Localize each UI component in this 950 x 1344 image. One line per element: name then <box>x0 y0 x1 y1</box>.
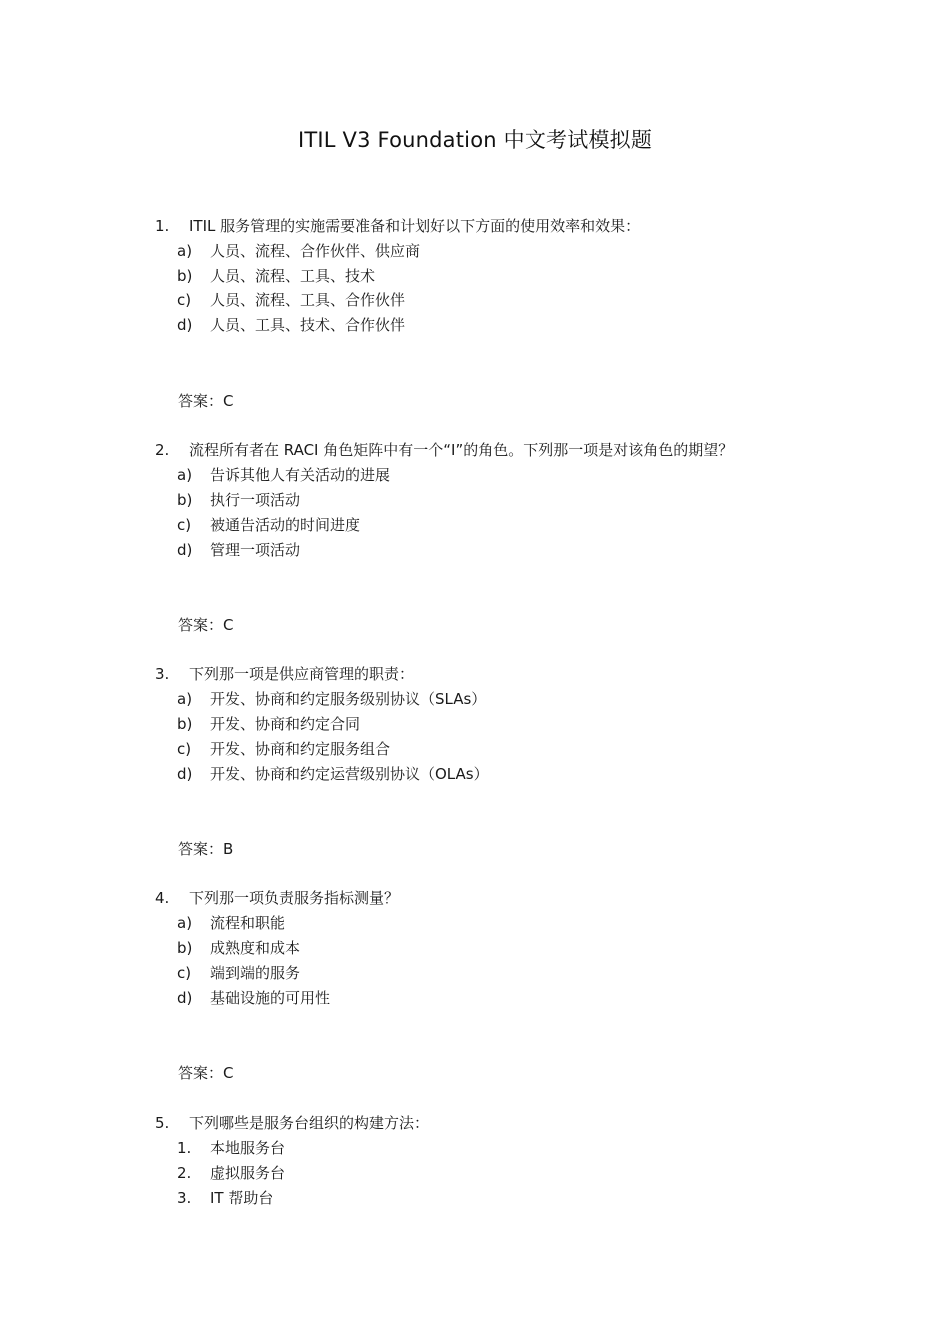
option-text: 人员、流程、合作伙伴、供应商 <box>210 242 421 260</box>
answer-label: 答案： <box>178 1064 224 1082</box>
option-text: 虚拟服务台 <box>210 1164 286 1182</box>
option-text: 开发、协商和约定运营级别协议（OLAs） <box>210 765 489 783</box>
option-label: b) <box>177 939 193 957</box>
option-item <box>0 266 950 286</box>
option-item <box>0 938 950 958</box>
option-text: 开发、协商和约定服务级别协议（SLAs） <box>210 690 487 708</box>
option-text: 端到端的服务 <box>210 964 301 982</box>
option-label: 3. <box>177 1189 192 1207</box>
answer-label: 答案： <box>178 392 224 410</box>
option-text: IT 帮助台 <box>210 1189 274 1207</box>
option-item <box>0 290 950 310</box>
option-label: d) <box>177 541 193 559</box>
option-label: b) <box>177 491 193 509</box>
option-label: c) <box>177 291 192 309</box>
option-text: 人员、工具、技术、合作伙伴 <box>210 316 406 334</box>
question-text: 流程所有者在 RACI 角色矩阵中有一个“I”的角色。下列那一项是对该角色的期望？ <box>189 441 734 459</box>
question-1 <box>0 216 950 236</box>
question-3 <box>0 664 950 684</box>
option-text: 本地服务台 <box>210 1139 286 1157</box>
question-text: ITIL 服务管理的实施需要准备和计划好以下方面的使用效率和效果： <box>189 217 641 235</box>
question-text: 下列那一项是供应商管理的职责： <box>189 665 415 683</box>
option-item <box>0 963 950 983</box>
option-item <box>0 913 950 933</box>
option-item <box>0 315 950 335</box>
option-label: c) <box>177 964 192 982</box>
question-text: 下列哪些是服务台组织的构建方法： <box>189 1114 430 1132</box>
option-item <box>0 1188 950 1208</box>
option-label: b) <box>177 267 193 285</box>
answer-line <box>0 1063 950 1083</box>
answer-value: C <box>223 392 234 410</box>
answer-line <box>0 839 950 859</box>
option-text: 开发、协商和约定服务组合 <box>210 740 391 758</box>
option-text: 流程和职能 <box>210 914 286 932</box>
answer-label: 答案： <box>178 840 224 858</box>
option-item <box>0 1163 950 1183</box>
option-text: 人员、流程、工具、合作伙伴 <box>210 291 406 309</box>
option-text: 基础设施的可用性 <box>210 989 331 1007</box>
answer-value: B <box>223 840 234 858</box>
answer-value: C <box>223 1064 234 1082</box>
answer-line <box>0 391 950 411</box>
option-label: d) <box>177 989 193 1007</box>
question-text: 下列那一项负责服务指标测量？ <box>189 889 400 907</box>
answer-value: C <box>223 616 234 634</box>
option-item <box>0 465 950 485</box>
option-label: c) <box>177 740 192 758</box>
option-label: b) <box>177 715 193 733</box>
option-text: 执行一项活动 <box>210 491 301 509</box>
option-label: d) <box>177 765 193 783</box>
option-label: c) <box>177 516 192 534</box>
answer-line <box>0 615 950 635</box>
option-item <box>0 515 950 535</box>
question-number: 5. <box>155 1114 170 1132</box>
question-2 <box>0 440 950 460</box>
option-label: a) <box>177 914 193 932</box>
option-text: 开发、协商和约定合同 <box>210 715 361 733</box>
option-item <box>0 540 950 560</box>
option-label: 1. <box>177 1139 192 1157</box>
option-item <box>0 689 950 709</box>
question-number: 3. <box>155 665 170 683</box>
option-item <box>0 490 950 510</box>
option-item <box>0 764 950 784</box>
option-text: 管理一项活动 <box>210 541 301 559</box>
question-number: 1. <box>155 217 170 235</box>
option-label: a) <box>177 466 193 484</box>
option-item <box>0 988 950 1008</box>
option-text: 被通告活动的时间进度 <box>210 516 361 534</box>
document-title: ITIL V3 Foundation 中文考试模拟题 <box>297 128 653 152</box>
option-item <box>0 739 950 759</box>
option-label: a) <box>177 690 193 708</box>
option-label: a) <box>177 242 193 260</box>
option-item <box>0 241 950 261</box>
question-5 <box>0 1113 950 1133</box>
answer-label: 答案： <box>178 616 224 634</box>
option-label: d) <box>177 316 193 334</box>
option-label: 2. <box>177 1164 192 1182</box>
option-item <box>0 714 950 734</box>
question-number: 4. <box>155 889 170 907</box>
question-number: 2. <box>155 441 170 459</box>
question-4 <box>0 888 950 908</box>
option-text: 成熟度和成本 <box>210 939 301 957</box>
option-text: 人员、流程、工具、技术 <box>210 267 376 285</box>
option-item <box>0 1138 950 1158</box>
option-text: 告诉其他人有关活动的进展 <box>210 466 391 484</box>
